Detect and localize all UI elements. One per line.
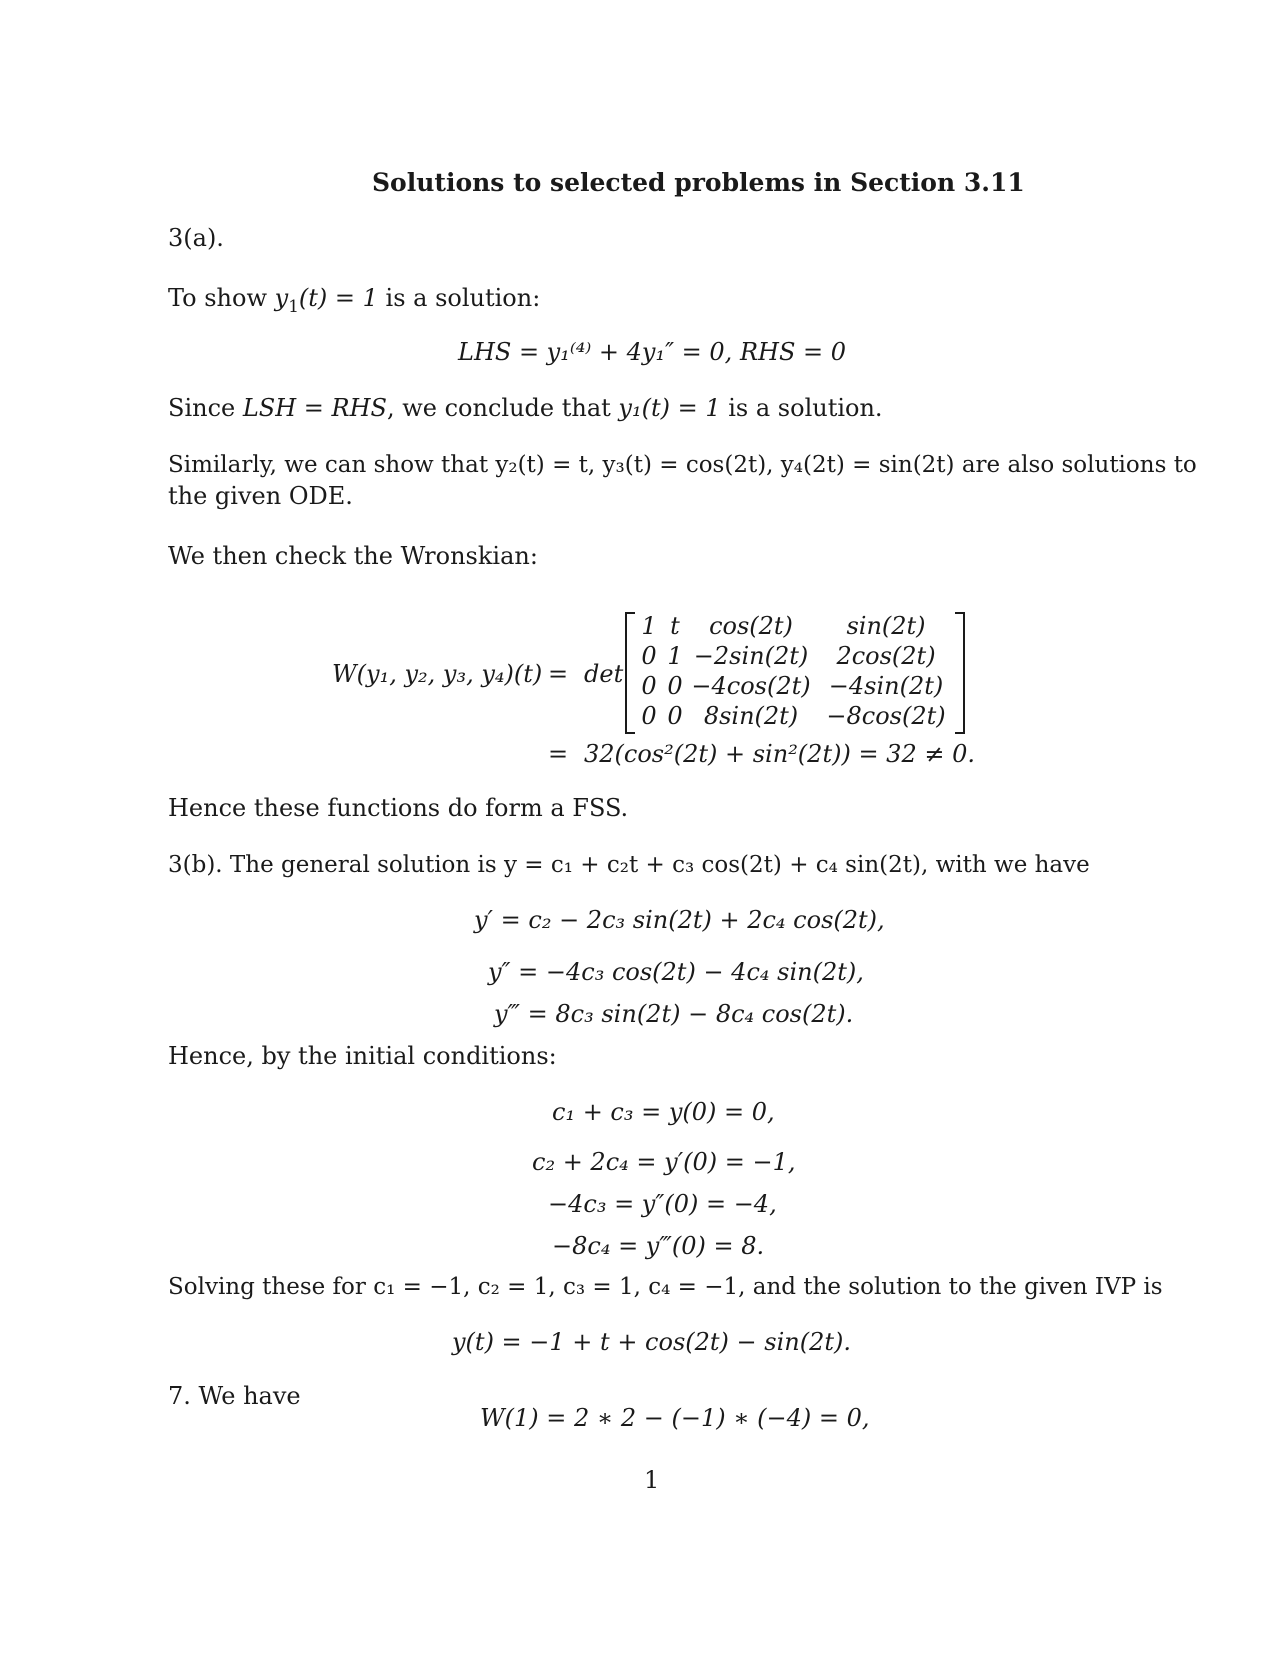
matrix-cell: −2sin(2t) (693, 642, 809, 670)
part-3a-label: 3(a). (168, 224, 224, 252)
matrix-cell: cos(2t) (709, 612, 793, 640)
matrix-cell: −4cos(2t) (691, 672, 811, 700)
matrix-cell: −4sin(2t) (828, 672, 944, 700)
wronskian-lhs: W(y₁, y₂, y₃, y₄)(t) (332, 660, 543, 688)
wronskian-result: 32(cos²(2t) + sin²(2t)) = 32 ≠ 0. (584, 740, 975, 768)
matrix-cell: −8cos(2t) (826, 702, 946, 730)
initial-conditions-intro: Hence, by the initial conditions: (168, 1042, 557, 1070)
det-label: det (584, 660, 624, 688)
derivative-y3: y‴ = 8c₃ sin(2t) − 8c₄ cos(2t). (494, 1000, 854, 1028)
matrix-cell: 2cos(2t) (836, 642, 936, 670)
page-number: 1 (644, 1466, 660, 1494)
matrix-left-bracket (625, 612, 635, 734)
similarly-line-2: the given ODE. (168, 482, 353, 510)
since-c: is a solution. (720, 394, 883, 422)
condition-2: c₂ + 2c₄ = y′(0) = −1, (532, 1148, 796, 1176)
matrix-cell: 0 (641, 642, 657, 670)
show-y1-prefix: To show (168, 284, 275, 312)
matrix-cell: 0 (641, 702, 657, 730)
condition-3: −4c₃ = y″(0) = −4, (548, 1190, 777, 1218)
derivative-y2: y″ = −4c₃ cos(2t) − 4c₄ sin(2t), (488, 958, 864, 986)
wronskian-intro: We then check the Wronskian: (168, 542, 538, 570)
ivp-solution: y(t) = −1 + t + cos(2t) − sin(2t). (452, 1328, 851, 1356)
solving-statement: Solving these for c₁ = −1, c₂ = 1, c₃ = 1, c₄ = −1, and the solution to the given IVP is (168, 1274, 1163, 1300)
show-y1-statement (168, 284, 540, 316)
since-math: LSH = RHS (242, 394, 387, 422)
similarly-line-1: Similarly, we can show that y₂(t) = t, y₃(t) = cos(2t), y₄(2t) = sin(2t) are also solutions to (168, 452, 1197, 478)
matrix-cell: 0 (667, 672, 683, 700)
matrix-cell: t (670, 612, 680, 640)
wronskian-at-1: W(1) = 2 ∗ 2 − (−1) ∗ (−4) = 0, (480, 1404, 870, 1432)
since-a: Since (168, 394, 243, 422)
part-7-statement: 7. We have (168, 1382, 301, 1410)
condition-4: −8c₄ = y‴(0) = 8. (552, 1232, 765, 1260)
show-y1-func: y (274, 284, 289, 312)
matrix-cell: 8sin(2t) (703, 702, 799, 730)
part-3b-statement: 3(b). The general solution is y = c₁ + c₂t + c₃ cos(2t) + c₄ sin(2t), with we have (168, 852, 1090, 878)
since-b: , we conclude that (386, 394, 619, 422)
matrix-cell: sin(2t) (846, 612, 926, 640)
matrix-cell: 0 (641, 672, 657, 700)
matrix-cell: 1 (641, 612, 657, 640)
wronskian-eq-sign: = (548, 660, 569, 688)
show-y1-suffix: is a solution: (377, 284, 541, 312)
lhs-equation: LHS = y₁⁽⁴⁾ + 4y₁″ = 0, RHS = 0 (458, 338, 847, 366)
show-y1-sub: 1 (288, 295, 299, 316)
since-math2: y₁(t) = 1 (618, 394, 721, 422)
wronskian-result-eq-sign: = (548, 740, 569, 768)
page-title: Solutions to selected problems in Section 3.11 (372, 168, 1025, 197)
wronskian-matrix (625, 612, 965, 732)
since-statement (168, 394, 883, 423)
matrix-cell: 1 (667, 642, 683, 670)
fss-conclusion: Hence these functions do form a FSS. (168, 794, 629, 822)
show-y1-expr: (t) = 1 (298, 284, 378, 312)
derivative-y1: y′ = c₂ − 2c₃ sin(2t) + 2c₄ cos(2t), (474, 906, 885, 934)
matrix-right-bracket (955, 612, 965, 734)
matrix-cell: 0 (667, 702, 683, 730)
condition-1: c₁ + c₃ = y(0) = 0, (552, 1098, 775, 1126)
